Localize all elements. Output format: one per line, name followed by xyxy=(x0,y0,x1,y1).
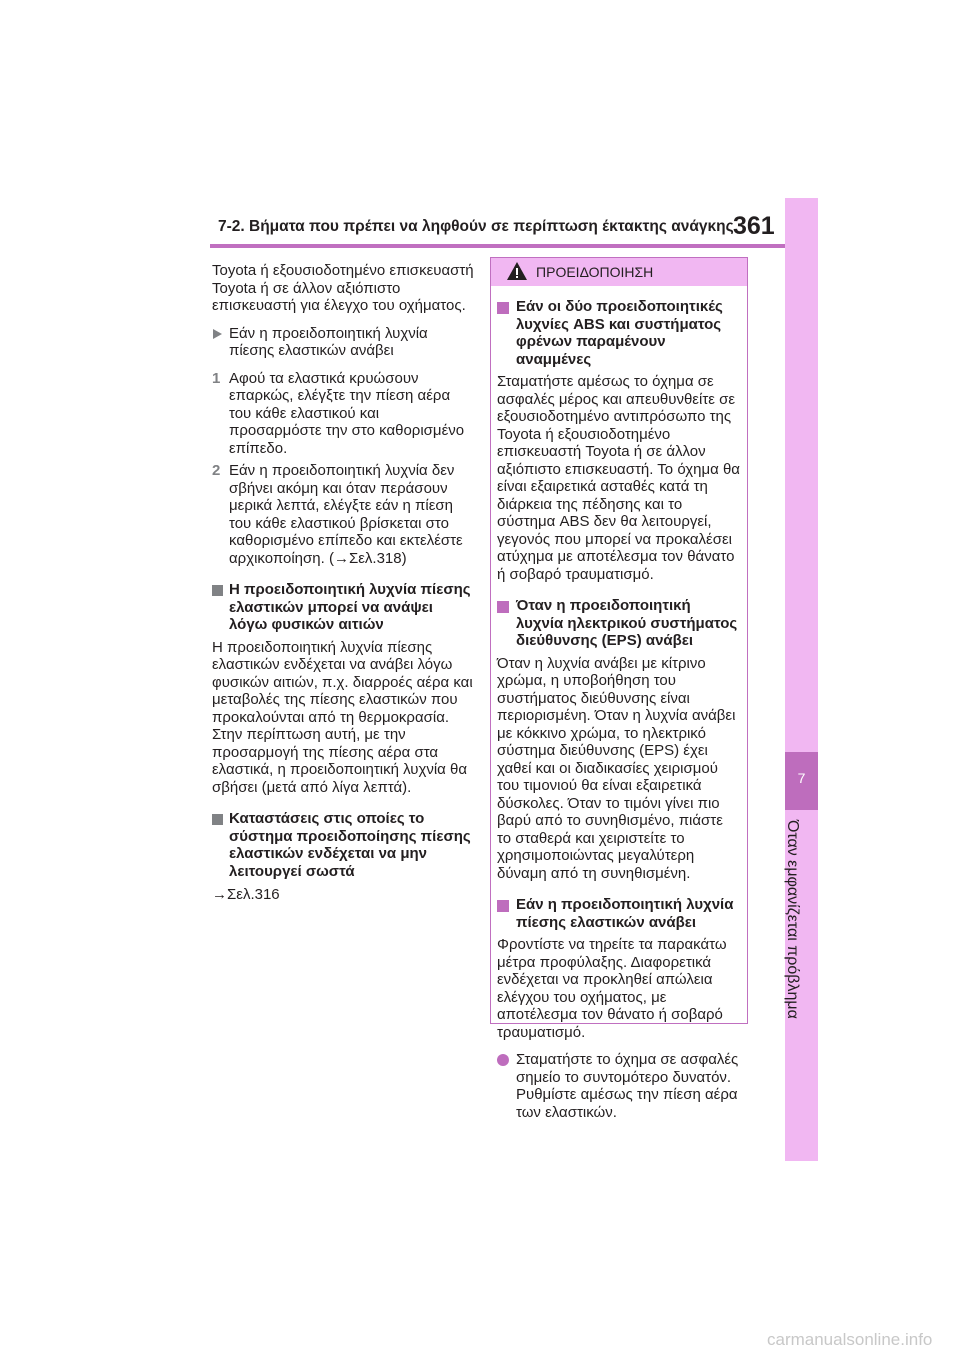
warning-text-tire: Φροντίστε να τηρείτε τα παρακάτω μέτρα προφύλαξης. Διαφορετικά ενδέχεται να προκληθεί απώλεια ελέγχου του οχήματος, με αποτέλεσμα τον θάνατο ή σοβαρό τραυματισμό. xyxy=(497,936,727,1041)
step-text: Αφού τα ελαστικά κρυώσουν επαρκώς, ελέγξτε την πίεση αέρα του κάθε ελαστικού και προσαρμόστε την στο καθορισμένο επίπεδο. xyxy=(229,369,465,457)
footer-watermark: carmanualsonline.info xyxy=(767,1330,933,1349)
page-number: 361 xyxy=(733,212,775,240)
square-bullet-icon xyxy=(212,814,223,825)
natural-causes-paragraph: Η προειδοποιητική λυχνία πίεσης ελαστικών ενδέχεται να ανάβει λόγω φυσικών αιτιών, π.χ. διαρροές αέρα και μεταβολές της πίεσης ελαστικών που προκαλούνται από τη θερμοκρασία. Στην περίπτωση αυτή, με την προσαρμογή της πίεσης αέρα στα ελαστικά, η προειδοποιητική λυχνία θα σβήσει (μετά από λίγα λεπτά). xyxy=(212,638,473,796)
warning-heading-abs xyxy=(497,298,741,368)
square-bullet-icon xyxy=(497,900,509,912)
square-bullet-icon xyxy=(497,302,509,314)
warning-text-abs: Σταματήστε αμέσως το όχημα σε ασφαλές μέρος και απευθυνθείτε σε εξουσιοδοτημένο αντιπρόσωπο της Toyota ή εξουσιοδοτημένο επισκευαστή Toyota ή σε άλλον αξιόπιστο επισκευαστή. Το όχημα θα είναι εξαιρετικά ασταθές κατά τη διάρκεια της πέδησης και το σύστημα ABS δεν θα λειτουργεί, γεγονός που μπορεί να προκαλέσει ατύχημα με αποτέλεσμα τον θάνατο ή σοβαρό τραυματισμό. xyxy=(497,373,740,583)
header-divider xyxy=(210,244,786,248)
step-1 xyxy=(212,370,474,458)
step-2 xyxy=(212,462,474,567)
intro-paragraph: Toyota ή εξουσιοδοτημένο επισκευαστή Toyota ή σε άλλον αξιόπιστο επισκευαστή για έλεγχο του οχήματος. xyxy=(212,262,474,314)
warning-bullet-text: Σταματήστε το όχημα σε ασφαλές σημείο το συντομότερο δυνατόν. Ρυθμίστε αμέσως την πίεση αέρα των ελαστικών. xyxy=(516,1051,739,1121)
warning-heading-tire xyxy=(497,896,741,931)
warning-heading-text: Εάν οι δύο προειδοποιητικές λυχνίες ABS και συστήματος φρένων παραμένουν αναμμένες xyxy=(516,298,723,368)
warning-title: ΠΡΟΕΙΔΟΠΟΙΗΣΗ xyxy=(536,264,654,280)
subheading-text: Καταστάσεις στις οποίες το σύστημα προειδοποίησης πίεσης ελαστικών ενδέχεται να μην λειτουργεί σωστά xyxy=(229,810,471,880)
warning-heading-eps xyxy=(497,597,741,650)
arrow-item-text: Εάν η προειδοποιητική λυχνία πίεσης ελαστικών ανάβει xyxy=(229,324,428,359)
warning-header xyxy=(491,258,747,286)
arrow-item xyxy=(212,325,474,360)
warning-text-eps: Όταν η λυχνία ανάβει με κίτρινο χρώμα, η υποβοήθηση του συστήματος διεύθυνσης είναι περιορισμένη. Όταν η λυχνία ανάβει με κόκκινο χρώμα, το ηλεκτρικό σύστημα διεύθυνσης (EPS) έχει χαθεί και οι διαδικασίες χειρισμού του τιμονιού θα είναι εξαιρετικά δύσκολες. Όταν το τιμόνι γίνει πιο βαρύ από το συνηθισμένο, πιάστε το σταθερά και χειριστείτε το χρησιμοποιώντας μεγαλύτερη δύναμη από τη συνηθισμένη. xyxy=(497,654,736,882)
step-number: 1 xyxy=(212,369,221,387)
warning-triangle-icon xyxy=(506,261,528,281)
step-number: 2 xyxy=(212,462,221,479)
circle-bullet-icon xyxy=(497,1054,509,1066)
square-bullet-icon xyxy=(212,585,223,596)
warning-body xyxy=(491,286,747,1121)
subheading-natural-causes xyxy=(212,581,474,634)
triangle-bullet-icon xyxy=(213,329,222,339)
chapter-number: 7 xyxy=(797,770,806,786)
warning-box xyxy=(490,257,748,1121)
page-reference: →Σελ.316 xyxy=(212,886,280,903)
step-text: Εάν η προειδοποιητική λυχνία δεν σβήνει ακόμη και όταν περάσουν μερικά λεπτά, ελέγξτε εάν η πίεση του κάθε ελαστικού βρίσκεται στο καθορισμένο επίπεδο και εκτελέστε αρχικοποίηση. (→Σελ.318) xyxy=(229,462,463,567)
warning-heading-text: Όταν η προειδοποιητική λυχνία ηλεκτρικού συστήματος διεύθυνσης (EPS) ανάβει xyxy=(516,597,738,649)
square-bullet-icon xyxy=(497,601,509,613)
chapter-title: Όταν εμφανίζεται πρόβλημα xyxy=(784,820,801,1019)
warning-bullet xyxy=(497,1051,741,1121)
left-column xyxy=(212,262,474,904)
subheading-malfunction xyxy=(212,810,474,880)
section-title: 7-2. Βήματα που πρέπει να ληφθούν σε περίπτωση έκτακτης ανάγκης xyxy=(218,218,734,235)
warning-heading-text: Εάν η προειδοποιητική λυχνία πίεσης ελαστικών ανάβει xyxy=(516,896,734,931)
subheading-text: Η προειδοποιητική λυχνία πίεσης ελαστικών μπορεί να ανάψει λόγω φυσικών αιτιών xyxy=(229,581,471,633)
